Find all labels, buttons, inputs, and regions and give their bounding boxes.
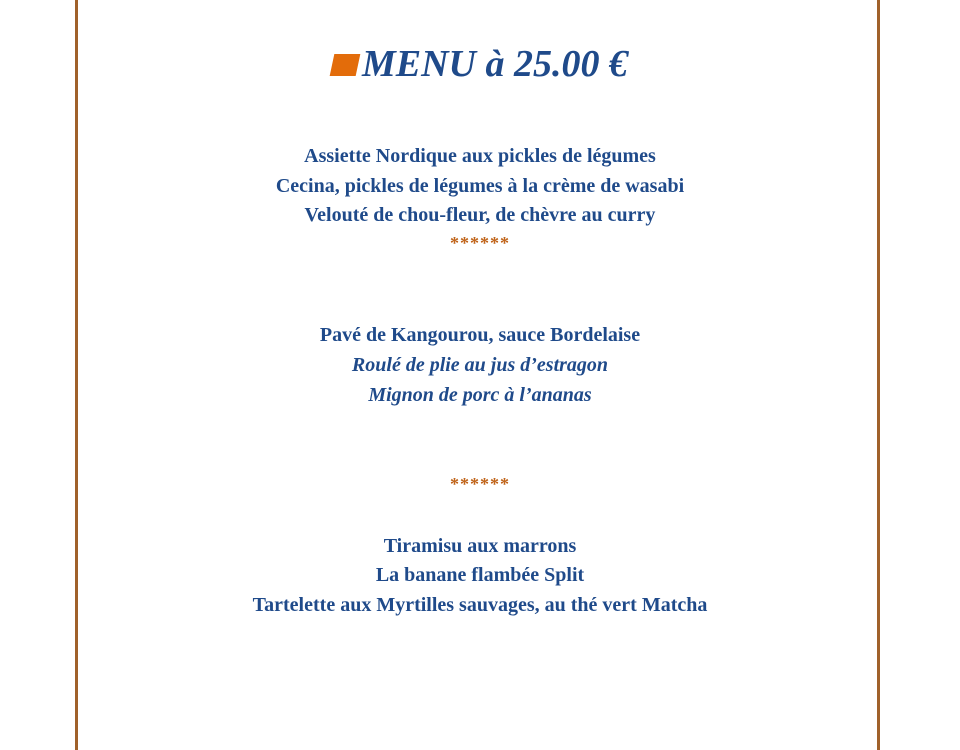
menu-title: MENU à 25.00 € [361, 43, 629, 85]
main-course-item: Mignon de porc à l’ananas [368, 384, 592, 406]
starter-item: Assiette Nordique aux pickles de légumes [304, 145, 656, 167]
dessert-item: Tartelette aux Myrtilles sauvages, au thé vert Matcha [252, 594, 708, 616]
main-course-item: Roulé de plie au jus d’estragon [351, 354, 609, 376]
dessert-item: Tiramisu aux marrons [383, 535, 577, 557]
menu-title-row [0, 41, 960, 87]
orange-square-bullet-icon [330, 54, 361, 76]
section-separator: ****** [450, 233, 510, 253]
starter-item: Cecina, pickles de légumes à la crème de wasabi [275, 175, 685, 197]
section-separator: ****** [450, 474, 510, 494]
dessert-item: La banane flambée Split [375, 564, 585, 586]
starter-item: Velouté de chou-fleur, de chèvre au curry [304, 204, 656, 226]
main-course-item: Pavé de Kangourou, sauce Bordelaise [319, 324, 641, 346]
